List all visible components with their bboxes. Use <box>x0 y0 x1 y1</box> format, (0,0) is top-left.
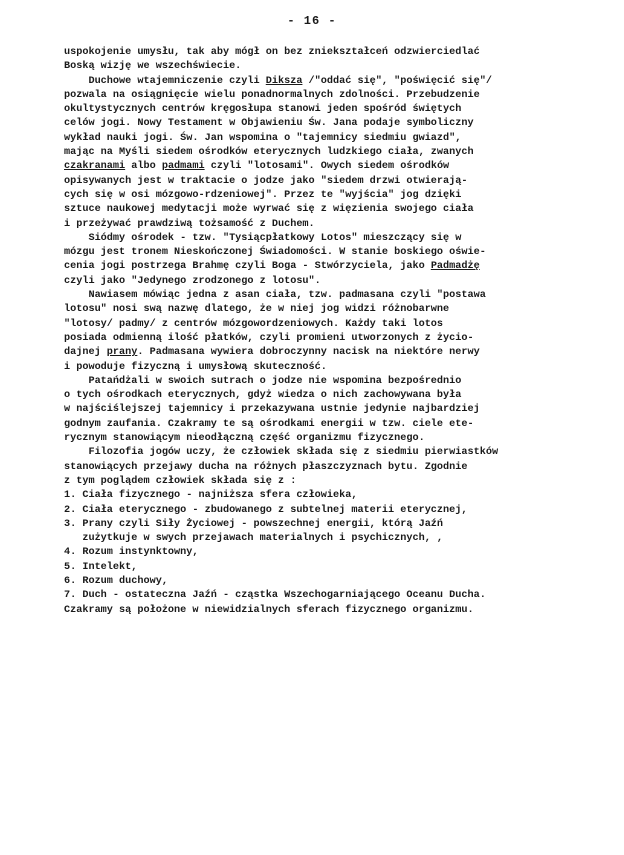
text-line: czakranami albo padmami czyli "lotosami". Owych siedem ośrodków <box>64 161 450 173</box>
text-line: Nawiasem mówiąc jedna z asan ciała, tzw. padmasana czyli "postawa <box>64 290 486 302</box>
text-line: okultystycznych centrów kręgosłupa stanowi jeden spośród świętych <box>64 104 462 116</box>
text-line: Duchowe wtajemniczenie czyli Diksza /"oddać się", "poświęcić się"/ <box>64 75 492 87</box>
text-line: wykład nauki jogi. Św. Jan wspomina o "tajemnicy siedmiu gwiazd", <box>64 132 462 144</box>
text-line: posiada odmienną ilość płatków, czyli promieni utworzonych z życio- <box>64 332 474 344</box>
text-line: pozwala na osiągnięcie wielu ponadnormalnych zdolności. Przebudzenie <box>64 89 480 101</box>
text-line: uspokojenie umysłu, tak aby mógł on bez zniekształceń odzwierciedlać <box>64 47 480 58</box>
text-line: celów jogi. Nowy Testament w Objawieniu Św. Jana podaje symboliczny <box>64 118 474 130</box>
text-line: dajnej prany. Padmasana wywiera dobroczynny nacisk na niektóre nerwy <box>64 347 480 359</box>
text-line: i przeżywać prawdziwą tożsamość z Duchem. <box>64 218 315 230</box>
text-line: cych się w osi mózgowo-rdzeniowej". Przez te "wyjścia" jog dzięki <box>64 189 462 201</box>
text-line: stanowiących przejawy ducha na różnych płaszczyznach bytu. Zgodnie <box>64 461 468 473</box>
text-line: o tych ośrodkach eterycznych, gdyż wiedza o nich zachowywana była <box>64 390 462 402</box>
text-line: 7. Duch - ostateczna Jaźń - cząstka Wszechogarniającego Oceanu Ducha. <box>64 590 486 602</box>
text-line: Czakramy są położone w niewidzialnych sferach fizycznego organizmu. <box>64 604 474 616</box>
text-line: mózgu jest tronem Nieskończonej Świadomości. W stanie boskiego oświe- <box>64 247 486 259</box>
text-line: godnym zaufania. Czakramy te są ośrodkami energii w tzw. ciele ete- <box>64 418 474 430</box>
text-line: 6. Rozum duchowy, <box>64 575 168 587</box>
underlined-term: Diksza <box>265 75 303 87</box>
text-line: mając na Myśli siedem ośrodków eterycznych ludzkiego ciała, zwanych <box>64 147 474 159</box>
text-line: czyli jako "Jedynego zrodzonego z lotosu". <box>64 275 321 287</box>
text-line: "lotosy/ padmy/ z centrów mózgowordzeniowych. Każdy taki lotos <box>64 318 444 330</box>
text-line: opisywanych jest w traktacie o jodze jako "siedem drzwi otwierają- <box>64 175 468 187</box>
text-line: Boską wizję we wszechświecie. <box>64 61 242 73</box>
text-line: rycznym stanowiącym nieodłączną część organizmu fizycznego. <box>64 433 425 445</box>
text-line: 1. Ciała fizycznego - najniższa sfera człowieka, <box>64 490 358 502</box>
text-line: i powoduje fizyczną i umysłową skuteczność. <box>64 361 327 373</box>
text-line: 3. Prany czyli Siły Życiowej - powszechnej energii, którą Jaźń <box>64 518 444 530</box>
text-line: zużytkuje w swych przejawach materialnych i psychicznych, , <box>64 533 444 545</box>
text-line: 5. Intelekt, <box>64 561 138 573</box>
underlined-term: prany <box>106 347 138 359</box>
text-line: Siódmy ośrodek - tzw. "Tysiącpłatkowy Lotos" mieszczący się w <box>64 232 462 244</box>
text-line: 2. Ciała eterycznego - zbudowanego z subtelnej materii eterycznej, <box>64 504 468 516</box>
page-number: - 16 - <box>287 14 337 28</box>
text-line: w najściślejszej tajemnicy i przekazywana ustnie jedynie najbardziej <box>64 404 480 416</box>
underlined-term: Padmadżę <box>430 261 480 273</box>
text-line: z tym poglądem człowiek składa się z : <box>64 475 297 487</box>
text-line: cenia jogi postrzega Brahmę czyli Boga - Stwórzyciela, jako Padmadżę <box>64 261 480 273</box>
text-line: 4. Rozum instynktowny, <box>64 547 199 559</box>
text-line: lotosu" nosi swą nazwę dlatego, że w niej jog widzi różnobarwne <box>64 304 450 316</box>
text-line: sztuce naukowej medytacji może wyrwać się z więzienia swojego ciała <box>64 204 474 216</box>
underlined-term: padmami <box>161 161 205 173</box>
page-body <box>64 46 584 618</box>
text-line: Filozofia jogów uczy, że człowiek składa się z siedmiu pierwiastków <box>64 447 499 459</box>
underlined-term: czakranami <box>64 161 126 173</box>
text-line: Patańdżali w swoich sutrach o jodze nie wspomina bezpośrednio <box>64 375 462 387</box>
